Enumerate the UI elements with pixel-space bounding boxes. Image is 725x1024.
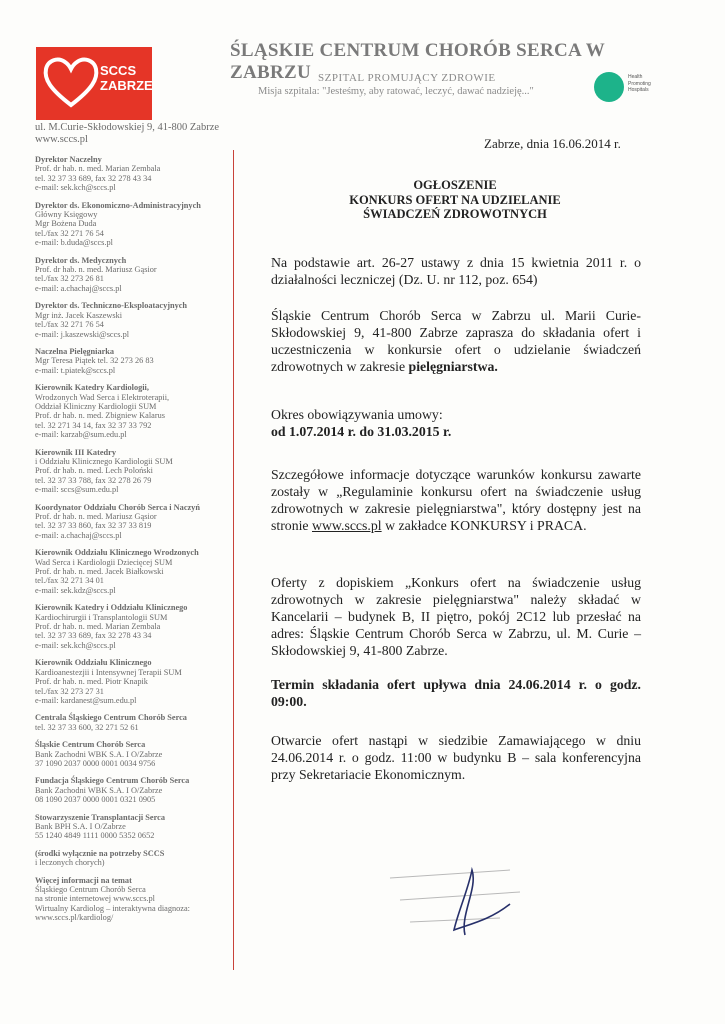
contact-heading: Kierownik Oddziału Klinicznego Wrodzonych bbox=[35, 548, 199, 558]
contact-line: Główny Księgowy bbox=[35, 210, 98, 220]
contact-line: 55 1240 4849 1111 0000 5352 0652 bbox=[35, 831, 155, 841]
sidebar-contact-block bbox=[35, 658, 235, 705]
contact-heading: Więcej informacji na temat bbox=[35, 875, 132, 885]
contact-heading: Naczelna Pielęgniarka bbox=[35, 346, 115, 356]
sidebar-divider bbox=[233, 150, 234, 970]
contact-line: e-mail: sccs@sum.edu.pl bbox=[35, 485, 119, 495]
hospital-subtitle: SZPITAL PROMUJĄCY ZDROWIE bbox=[318, 72, 496, 84]
contact-line: i leczonych chorych) bbox=[35, 858, 105, 868]
contact-line: tel. 32 37 33 860, fax 32 37 33 819 bbox=[35, 521, 152, 531]
sidebar-address: ul. M.Curie-Skłodowskiej 9, 41-800 Zabrze www.sccs.pl bbox=[35, 122, 220, 145]
contact-line: Wirtualny Kardiolog – interaktywna diagnoza: bbox=[35, 903, 190, 913]
paragraph-opening: Otwarcie ofert nastąpi w siedzibie Zamawiającego w dniu 24.06.2014 r. o godz. 11:00 w budynku B – sala konferencyjna przy Sekretariacie Ekonomicznym. bbox=[271, 733, 641, 782]
sidebar-contact-block bbox=[35, 347, 235, 375]
sidebar-contact-block bbox=[35, 849, 235, 868]
document-heading: OGŁOSZENIE KONKURS OFERT NA UDZIELANIE ŚWIADCZEŃ ZDROWOTNYCH bbox=[349, 178, 561, 221]
logo-text-line1: SCCS bbox=[100, 63, 137, 78]
contact-line: e-mail: sek.kch@sccs.pl bbox=[35, 640, 116, 650]
sidebar-contact-block bbox=[35, 603, 235, 650]
contact-line: Prof. dr hab. n. med. Marian Zembala bbox=[35, 164, 161, 174]
contact-line: tel. 32 37 33 788, fax 32 278 26 79 bbox=[35, 475, 152, 485]
contact-line: 37 1090 2037 0000 0001 0034 9756 bbox=[35, 758, 156, 768]
contact-line: 08 1090 2037 0000 0001 0321 0905 bbox=[35, 795, 156, 805]
contact-heading: Dyrektor Naczelny bbox=[35, 155, 102, 164]
heart-icon bbox=[40, 51, 102, 113]
sidebar-contact-block bbox=[35, 503, 235, 541]
logo-text-line2: ZABRZE bbox=[100, 78, 153, 93]
contact-heading: Śląskie Centrum Chorób Serca bbox=[35, 740, 146, 750]
contact-line: tel. 32 37 33 600, 32 271 52 61 bbox=[35, 722, 139, 732]
hospital-mission: Misja szpitala: "Jesteśmy, aby ratować, leczyć, dawać nadzieję..." bbox=[258, 86, 534, 97]
contact-line: Bank Zachodni WBK S.A. I O/Zabrze bbox=[35, 785, 163, 795]
contract-dates: od 1.07.2014 r. do 31.03.2015 r. bbox=[271, 424, 452, 439]
sidebar-contact-block bbox=[35, 301, 235, 339]
contact-line: Prof. dr hab. n. med. Jacek Białkowski bbox=[35, 567, 164, 577]
contact-line: e-mail: a.chachaj@sccs.pl bbox=[35, 283, 122, 293]
contact-heading: (środki wyłącznie na potrzeby SCCS bbox=[35, 848, 165, 858]
contact-line: tel./fax 32 273 26 81 bbox=[35, 274, 104, 284]
sidebar-contact-block bbox=[35, 740, 235, 768]
contact-line: Prof. dr hab. n. med. Piotr Knapik bbox=[35, 677, 148, 687]
contact-heading: Koordynator Oddziału Chorób Serca i Naczyń bbox=[35, 502, 200, 512]
sccs-logo bbox=[36, 47, 152, 120]
sidebar-contact-block bbox=[35, 776, 235, 804]
contact-line: tel./fax 32 271 34 01 bbox=[35, 576, 104, 586]
contact-line: e-mail: a.chachaj@sccs.pl bbox=[35, 530, 122, 540]
contact-line: tel./fax 32 273 27 31 bbox=[35, 686, 104, 696]
contact-line: Śląskiego Centrum Chorób Serca bbox=[35, 885, 146, 894]
contact-line: Bank Zachodni WBK S.A. I O/Zabrze bbox=[35, 749, 163, 759]
contact-line: e-mail: karzab@sum.edu.pl bbox=[35, 430, 127, 440]
contact-line: www.sccs.pl/kardiolog/ bbox=[35, 913, 114, 923]
contact-line: i Oddziału Klinicznego Kardiologii SUM bbox=[35, 456, 173, 466]
hospital-title: ŚLĄSKIE CENTRUM CHORÓB SERCA W ZABRZU bbox=[230, 40, 605, 83]
contact-heading: Kierownik Katedry Kardiologii, bbox=[35, 383, 149, 393]
contact-line: Prof. dr hab. n. med. Marian Zembala bbox=[35, 622, 161, 632]
contact-line: Mgr inż. Jacek Kaszewski bbox=[35, 310, 123, 320]
hph-logo-icon bbox=[594, 72, 624, 102]
contact-line: Mgr Bożena Duda bbox=[35, 219, 97, 229]
paragraph-deadline: Termin składania ofert upływa dnia 24.06.2014 r. o godz. 09:00. bbox=[271, 677, 641, 709]
sidebar-contact-block bbox=[35, 713, 235, 732]
sidebar-contact-block bbox=[35, 383, 235, 439]
contact-line: Prof. dr hab. n. med. Mariusz Gąsior bbox=[35, 265, 157, 275]
contact-line: tel./fax 32 271 76 54 bbox=[35, 320, 104, 330]
sidebar-contact-block bbox=[35, 813, 235, 841]
contact-line: e-mail: sek.kch@sccs.pl bbox=[35, 183, 116, 193]
contact-heading: Kierownik Oddziału Klinicznego bbox=[35, 658, 152, 668]
contact-heading: Centrala Śląskiego Centrum Chorób Serca bbox=[35, 713, 187, 723]
contact-line: tel. 32 271 34 14, fax 32 37 33 792 bbox=[35, 420, 152, 430]
contact-line: e-mail: sek.kdz@sccs.pl bbox=[35, 585, 116, 595]
sidebar-contacts bbox=[35, 122, 235, 931]
contact-heading: Dyrektor ds. Medycznych bbox=[35, 255, 127, 265]
contact-line: tel. 32 37 33 689, fax 32 278 43 34 bbox=[35, 173, 152, 183]
sidebar-contact-block bbox=[35, 256, 235, 294]
website-link[interactable]: www.sccs.pl bbox=[312, 518, 382, 533]
paragraph-details: Szczegółowe informacje dotyczące warunków konkursu zawarte zostały w „Regulaminie konkursu ofert na świadczenie usług zdrowotnych w zakresie pielęgniarstwa", który dostępny jest na stronie www.sccs.pl w zakładce KONKURSY i PRACA. bbox=[271, 467, 641, 533]
contact-line: e-mail: j.kaszewski@sccs.pl bbox=[35, 329, 130, 339]
contact-line: tel. 32 37 33 689, fax 32 278 43 34 bbox=[35, 631, 152, 641]
contact-line: e-mail: b.duda@sccs.pl bbox=[35, 238, 113, 248]
contact-heading: Dyrektor ds. Techniczno-Eksploatacyjnych bbox=[35, 301, 188, 311]
scope-nursing: pielęgniarstwa. bbox=[408, 359, 498, 374]
contact-line: tel./fax 32 271 76 54 bbox=[35, 228, 104, 238]
sidebar-contact-block bbox=[35, 448, 235, 495]
paragraph-contract-period: Okres obowiązywania umowy: od 1.07.2014 r. do 31.03.2015 r. bbox=[271, 406, 641, 440]
contact-line: Kardiochirurgii i Transplantologii SUM bbox=[35, 612, 168, 622]
paragraph-legal-basis: Na podstawie art. 26-27 ustawy z dnia 15 kwietnia 2011 r. o działalności leczniczej (Dz. U. nr 112, poz. 654) bbox=[271, 255, 641, 287]
contact-line: Oddział Kliniczny Kardiologii SUM bbox=[35, 401, 157, 411]
contact-line: Wad Serca i Kardiologii Dziecięcej SUM bbox=[35, 557, 173, 567]
paragraph-invitation: Śląskie Centrum Chorób Serca w Zabrzu ul. Marii Curie-Skłodowskiej 9, 41-800 Zabrze zaprasza do składania ofert i uczestniczenia w konkursie ofert o udzielanie świadczeń zdrowotnych w zakresie pielęgniarstwa. bbox=[271, 308, 641, 374]
contact-line: na stronie internetowej www.sccs.pl bbox=[35, 894, 155, 904]
contact-heading: Stowarzyszenie Transplantacji Serca bbox=[35, 812, 165, 822]
document-date: Zabrze, dnia 16.06.2014 r. bbox=[484, 136, 621, 151]
contact-line: Prof. dr hab. n. med. Lech Poloński bbox=[35, 466, 153, 476]
contact-heading: Kierownik Katedry i Oddziału Klinicznego bbox=[35, 603, 188, 613]
sidebar-contact-block bbox=[35, 876, 235, 923]
contact-line: Wrodzonych Wad Serca i Elektroterapii, bbox=[35, 392, 170, 402]
contact-line: e-mail: t.piatek@sccs.pl bbox=[35, 365, 116, 375]
contact-line: Bank BPH S.A. I O/Zabrze bbox=[35, 821, 126, 831]
contact-line: Kardioanestezjii i Intensywnej Terapii SUM bbox=[35, 667, 182, 677]
contact-heading: Fundacja Śląskiego Centrum Chorób Serca bbox=[35, 776, 190, 786]
hph-logo-text: Health Promoting Hospitals bbox=[628, 74, 651, 93]
contact-line: Mgr Teresa Piątek tel. 32 273 26 83 bbox=[35, 356, 154, 366]
contact-line: Prof. dr hab. n. med. Zbigniew Kalarus bbox=[35, 411, 165, 421]
contact-line: Prof. dr hab. n. med. Mariusz Gąsior bbox=[35, 512, 157, 521]
sidebar-contact-block bbox=[35, 548, 235, 595]
signature-stamp bbox=[360, 860, 550, 940]
contact-heading: Kierownik III Katedry bbox=[35, 447, 116, 457]
sidebar-contact-block bbox=[35, 155, 235, 193]
paragraph-submission: Oferty z dopiskiem „Konkurs ofert na świadczenie usług zdrowotnych w zakresie pielęgniarstwa" należy składać w Kancelarii – budynek B, II piętro, pokój 2C12 lub przesłać na adres: Śląskie Centrum Chorób Serca w Zabrzu, ul. M. Curie – Skłodowskiej 9, 41-800 Zabrze. bbox=[271, 575, 641, 658]
contact-heading: Dyrektor ds. Ekonomiczno-Administracyjnych bbox=[35, 200, 201, 210]
sidebar-contact-block bbox=[35, 201, 235, 248]
contact-line: e-mail: kardanest@sum.edu.pl bbox=[35, 695, 137, 705]
